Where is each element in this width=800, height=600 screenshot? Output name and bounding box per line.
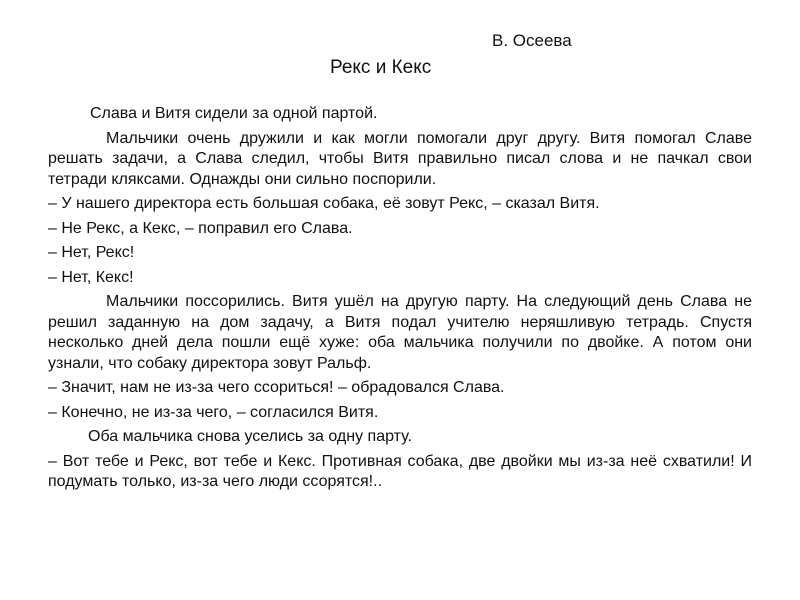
paragraph-1: Слава и Витя сидели за одной партой. <box>90 105 378 122</box>
dialogue-line-6: – Конечно, не из-за чего, – согласился Витя. <box>48 403 379 421</box>
author-name: В. Осеева <box>492 31 572 50</box>
paragraph-4: Оба мальчика снова уселись за одну парту. <box>88 428 412 445</box>
dialogue-line-7: – Вот тебе и Рекс, вот тебе и Кекс. Противная собака, две двойки мы из-за неё схватили! И подумать только, из-за чего люди ссорятся!.. <box>48 452 752 490</box>
dialogue-line-5: – Значит, нам не из-за чего ссориться! – обрадовался Слава. <box>48 379 505 396</box>
dialogue-line-4: – Нет, Кекс! <box>48 268 134 286</box>
document-page <box>48 30 752 497</box>
story-title: Рекс и Кекс <box>330 57 432 78</box>
dialogue-line-3: – Нет, Рекс! <box>48 244 135 261</box>
paragraph-2: Мальчики очень дружили и как могли помогали друг другу. Витя помогал Славе решать задачи, а Слава следил, чтобы Витя правильно писал слова и не пачкал свои тетради кляксами. Однажды они сильно поспорили. <box>48 129 752 188</box>
story-text <box>48 104 752 493</box>
paragraph-3: Мальчики поссорились. Витя ушёл на другую парту. На следующий день Слава не решил заданную на дом задачу, а Витя подал учителю неряшливую тетрадь. Спустя несколько дней дела пошли ещё хуже: оба мальчика получили по двойке. А потом они узнали, что собаку директора зовут Ральф. <box>48 293 752 372</box>
dialogue-line-1: – У нашего директора есть большая собака, её зовут Рекс, – сказал Витя. <box>48 195 600 212</box>
dialogue-line-2: – Не Рекс, а Кекс, – поправил его Слава. <box>48 219 353 237</box>
